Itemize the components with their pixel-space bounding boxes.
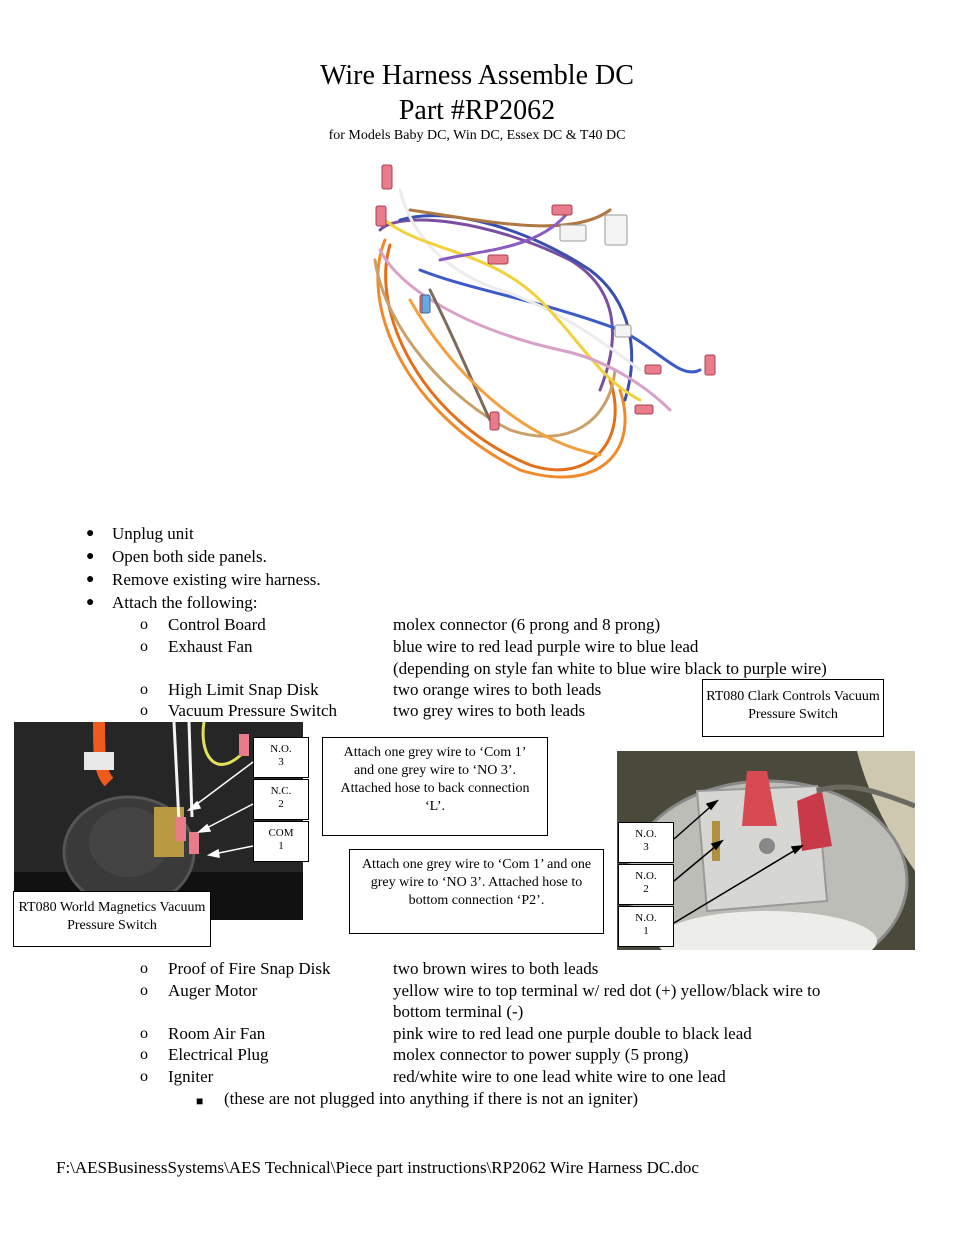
- circle-bullet-icon: o: [140, 982, 148, 999]
- right-tag-no3: N.O. 3: [618, 822, 674, 863]
- models-subtitle: for Models Baby DC, Win DC, Essex DC & T40 DC: [328, 128, 626, 143]
- circle-bullet-icon: o: [140, 702, 148, 719]
- left-tag-com1: COM 1: [253, 821, 309, 862]
- wire-harness-photo: [340, 150, 740, 500]
- bullet-icon: ●: [86, 549, 95, 564]
- file-path-footer: F:\AESBusinessSystems\AES Technical\Piece part instructions\RP2062 Wire Harness DC.doc: [56, 1158, 699, 1177]
- clark-instructions: Attach one grey wire to ‘Com 1’ and one grey wire to ‘NO 3’. Attached hose to bottom connection ‘P2’.: [349, 849, 604, 934]
- left-tag-no3: N.O. 3: [253, 737, 309, 778]
- circle-bullet-icon: o: [140, 616, 148, 633]
- square-bullet-icon: ■: [196, 1094, 204, 1108]
- right-pointer-arrows: [617, 751, 915, 950]
- world-magnetics-label: RT080 World Magnetics Vacuum Pressure Switch: [13, 891, 211, 947]
- world-instructions: Attach one grey wire to ‘Com 1’ and one grey wire to ‘NO 3’. Attached hose to back connection ‘L’.: [322, 737, 548, 836]
- circle-bullet-icon: o: [140, 681, 148, 698]
- right-tag-no2: N.O. 2: [618, 864, 674, 905]
- circle-bullet-icon: o: [140, 960, 148, 977]
- bullet-icon: ●: [86, 526, 95, 541]
- bullet-icon: ●: [86, 595, 95, 610]
- circle-bullet-icon: o: [140, 638, 148, 655]
- circle-bullet-icon: o: [140, 1025, 148, 1042]
- left-tag-nc2: N.C. 2: [253, 779, 309, 820]
- circle-bullet-icon: o: [140, 1046, 148, 1063]
- part-number: Part #RP2062: [398, 95, 556, 126]
- right-tag-no1: N.O. 1: [618, 906, 674, 947]
- page-title: Wire Harness Assemble DC: [320, 60, 634, 91]
- bullet-icon: ●: [86, 572, 95, 587]
- clark-controls-label: RT080 Clark Controls Vacuum Pressure Switch: [702, 679, 884, 737]
- circle-bullet-icon: o: [140, 1068, 148, 1085]
